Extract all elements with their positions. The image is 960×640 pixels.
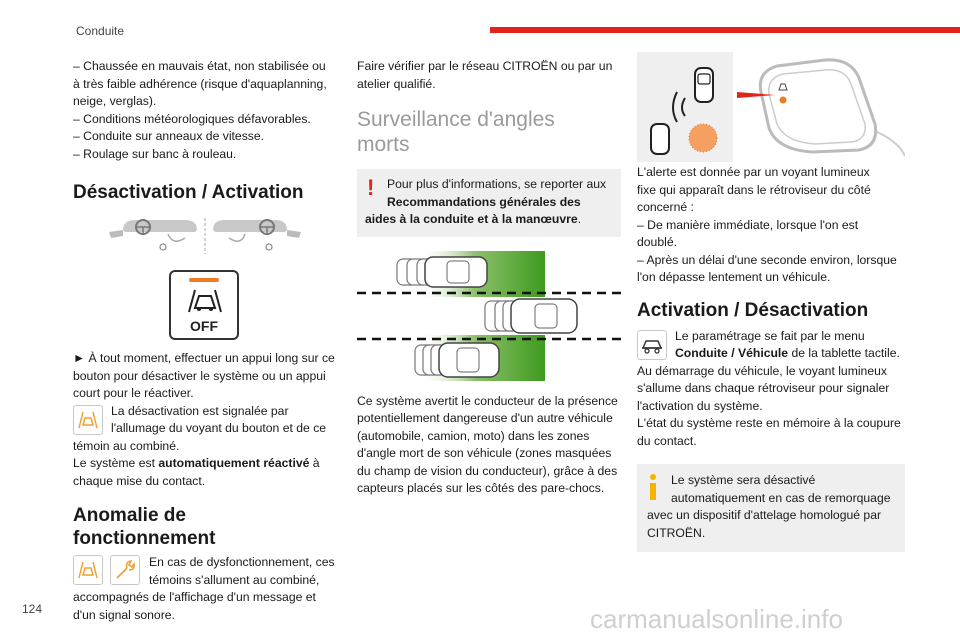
blind-spot-warning-icon	[73, 555, 103, 585]
column-2	[357, 58, 621, 498]
deact-line: témoin au combiné.	[73, 438, 180, 453]
cars-lanes-icon	[357, 249, 621, 385]
alert-line: concerné :	[637, 200, 694, 214]
auto-reactivation-text: Le système est automatiquement réactivé à	[73, 456, 320, 470]
watermark: carmanualsonline.info	[590, 604, 843, 634]
blind-spot-zone-illustration	[357, 249, 621, 385]
info-line: automatiquement en cas de remorquage	[671, 490, 891, 505]
note-line: Pour plus d'informations, se reporter aux	[387, 177, 607, 191]
settings-line: L'état du système reste en mémoire à la coupure	[637, 416, 901, 430]
car-settings-icon	[637, 330, 667, 360]
heading-deactivation: Désactivation / Activation	[73, 182, 304, 203]
list-item: – Conditions météorologiques défavorables.	[73, 111, 311, 126]
button-indicator-led	[189, 278, 219, 282]
press-instruction	[73, 350, 341, 403]
list-item: – Roulage sur banc à rouleau.	[73, 146, 237, 161]
anomaly-line: accompagnés de l'affichage d'un message et	[73, 590, 316, 604]
alert-line: doublé.	[637, 235, 677, 249]
alert-description	[637, 164, 905, 287]
warning-light-icon	[73, 405, 103, 435]
deact-line: La désactivation est signalée par	[111, 403, 289, 418]
alert-line: l'on dépasse lentement un véhicule.	[637, 270, 831, 284]
press-line: court pour le réactiver.	[73, 386, 194, 400]
column-1	[73, 58, 341, 624]
settings-line: Le paramétrage se fait par le menu	[675, 328, 865, 343]
page-number: 124	[22, 602, 43, 616]
off-label: OFF	[190, 318, 218, 334]
exclamation-icon: !	[367, 175, 375, 200]
settings-line: l'activation du système.	[637, 398, 763, 413]
alert-line: L'alerte est donnée par un voyant lumineux	[637, 165, 870, 179]
body-line: (automobile, camion, moto) dans les zones	[357, 428, 590, 443]
note-line: Recommandations générales des	[387, 194, 581, 209]
list-item: – Conduite sur anneaux de vitesse.	[73, 129, 265, 143]
info-line: Le système sera désactivé	[671, 473, 816, 487]
press-line: ► À tout moment, effectuer un appui long sur ce	[73, 351, 335, 365]
list-item: neige, verglas).	[73, 94, 157, 108]
deactivation-signal	[73, 403, 341, 438]
heading-anomaly: Anomalie de fonctionnement	[73, 505, 216, 549]
heading-activation: Activation / Désactivation	[637, 299, 869, 321]
settings-section	[637, 328, 905, 363]
body-line: du champ de vision du conducteur), grâce à des	[357, 463, 618, 478]
alert-line: fixe qui apparaît dans le rétroviseur du côté	[637, 182, 871, 197]
anomaly-line: témoins s'allument au combiné,	[149, 572, 320, 587]
mirror-warning-icon	[637, 52, 905, 162]
header-accent-bar	[490, 27, 960, 33]
alert-line: – Après un délai d'une seconde environ, lorsque	[637, 252, 897, 267]
body-line: Ce système avertit le conducteur de la présence	[357, 393, 618, 408]
intro-line: Faire vérifier par le réseau CITROËN ou par un	[357, 59, 613, 73]
recommendation-note	[357, 169, 621, 237]
alert-line: – De manière immédiate, lorsque l'on est	[637, 217, 859, 232]
settings-line: du contact.	[637, 433, 697, 448]
header-title: Conduite	[76, 24, 125, 38]
anomaly-line: En cas de dysfonctionnement, ces	[149, 555, 335, 569]
anomaly-section	[73, 554, 341, 589]
anomaly-line: d'un signal sonore.	[73, 607, 175, 622]
blind-spot-off-button	[169, 270, 239, 340]
deact-line: l'allumage du voyant du bouton et de ce	[111, 421, 327, 435]
towing-info-note	[637, 464, 905, 552]
settings-line: Au démarrage du véhicule, le voyant lumineux	[637, 363, 887, 378]
press-line: bouton pour désactiver le système ou un appui	[73, 368, 326, 383]
column-3	[637, 52, 905, 552]
settings-line: Conduite / Véhicule de la tablette tactile.	[675, 346, 900, 360]
body-line: potentiellement dangereuse d'un autre véhicule	[357, 411, 613, 425]
note-line: aides à la conduite et à la manœuvre.	[365, 212, 582, 226]
steering-wheel-icon	[73, 214, 341, 266]
info-icon	[649, 474, 657, 500]
info-line: CITROËN.	[647, 525, 706, 540]
car-blind-spot-icon	[185, 286, 225, 316]
intro-line: atelier qualifié.	[357, 76, 436, 91]
list-item: – Chaussée en mauvais état, non stabilisée ou	[73, 59, 326, 73]
body-line: d'angle mort de son véhicule (zones masquées	[357, 446, 612, 460]
settings-line: s'allume dans chaque rétroviseur pour signaler	[637, 381, 890, 395]
off-button-illustration	[73, 270, 341, 348]
list-item: à très faible adhérence (risque d'aquaplanning,	[73, 76, 327, 91]
auto-reactivation-line2: chaque mise du contact.	[73, 473, 206, 488]
button-location-illustration	[73, 214, 341, 266]
service-wrench-icon	[110, 555, 140, 585]
body-line: capteurs placés sur les côtés des pare-chocs.	[357, 481, 605, 495]
heading-blind-spot: Surveillance d'angles morts	[357, 108, 555, 156]
info-line: avec un dispositif d'attelage homologué par	[647, 508, 882, 522]
conditions-list	[73, 58, 341, 163]
system-description	[357, 393, 621, 498]
mirror-alert-illustration	[637, 52, 905, 162]
